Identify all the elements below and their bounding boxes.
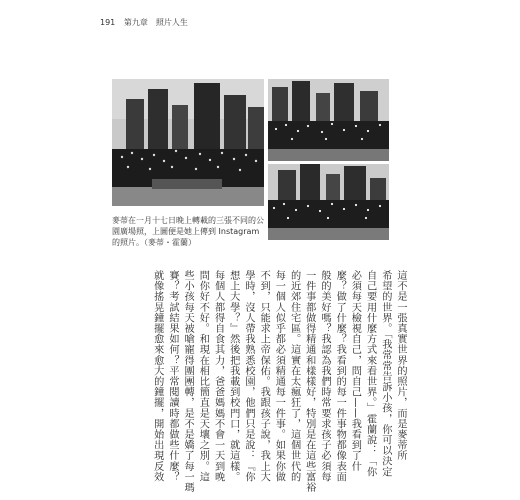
body-line: 每個人都得自食其力，爸爸媽媽不會一天到晚 xyxy=(212,270,224,482)
body-line: 的近郊住宅區。這實在太瘋狂了，這個世代的 xyxy=(288,270,300,482)
body-line: 自己要用什麼方式來看世界。」霍蘭說：「你 xyxy=(364,270,376,477)
body-line: 賽？考試結果如何？平常閱讀時都做些什麼？ xyxy=(166,270,178,482)
page-number: 191 xyxy=(100,18,116,27)
park-night-photo-bottom xyxy=(268,164,389,240)
park-night-photo-large xyxy=(112,79,264,206)
body-line: 般的美好嗎？我認為我們時常要求孩子必須每 xyxy=(318,270,330,482)
photo-caption: 麥蒂在一月十七日晚上轉載的三張不同的公園廣場照，上圖便是她上傳到 Instagram 的照片。（麥蒂・霍蘭） xyxy=(112,216,264,247)
running-header xyxy=(100,17,194,28)
body-line: 一件事都做得精通和樣樣好，特別是在這些富裕 xyxy=(303,270,315,493)
lit-trees-photo-top xyxy=(268,79,389,161)
body-text xyxy=(150,270,408,493)
body-line: 就像搖晃鐘擺愈來愈大的鐘擺，開始出現反效 xyxy=(151,270,163,482)
body-line: 些小孩每天被嗆寵得團團轉，是不是嬌了每一瑪 xyxy=(182,270,194,493)
body-line: 不到，只能求上帝保佑。我跟孩子說，我上大 xyxy=(258,270,270,482)
body-line: 這不是一張真實世界的照片，而是麥蒂所 xyxy=(395,270,406,461)
body-line: 希望的世界。「我常常告訴小孩，你可以決定 xyxy=(379,270,391,477)
body-line: 必須每天檢視自己，問自己——我看到了什 xyxy=(349,270,361,472)
chapter-title: 第九章 照片人生 xyxy=(123,18,188,27)
body-line: 學時，沒人帶我熟悉校園，他們只是說：『你 xyxy=(242,270,254,482)
body-line: 每一個人似乎都必須精通每一件事。如果你做 xyxy=(273,270,285,482)
body-line: 麼？做了什麼？我看到的每一件事物都像表面 xyxy=(334,270,346,482)
body-line: 想上大學？』然後把我載到校門口，就這樣。 xyxy=(227,270,239,482)
body-line: 問你好不好。和現在相比簡直是天壤之別。這 xyxy=(197,270,209,482)
